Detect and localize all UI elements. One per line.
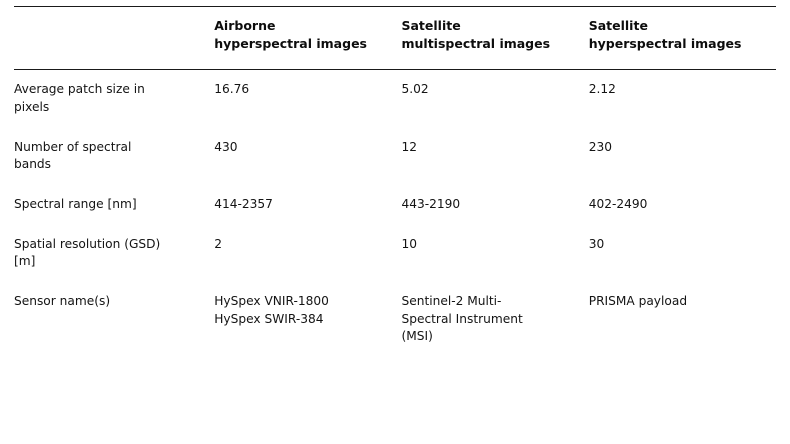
cell-line-1: 12 xyxy=(401,139,417,154)
table-row xyxy=(14,70,776,128)
row-label-line-2: [m] xyxy=(14,254,36,269)
cell-average-patch-size-satellite-hyperspectral xyxy=(589,70,776,128)
row-label-line-1: Spatial resolution (GSD) xyxy=(14,236,161,251)
cell-average-patch-size-airborne-hyperspectral xyxy=(214,70,401,128)
cell-sensor-names-satellite-multispectral xyxy=(401,282,588,360)
column-header-satellite-hyperspectral-line-2: hyperspectral images xyxy=(588,36,742,52)
cell-line-1: 16.76 xyxy=(214,82,250,97)
cell-line-2: HySpex SWIR-384 xyxy=(214,311,324,326)
row-label-line-1: Spectral range [nm] xyxy=(14,197,137,211)
cell-line-1: 10 xyxy=(401,236,417,251)
cell-line-1: HySpex VNIR-1800 xyxy=(214,294,329,309)
column-header-airborne-hyperspectral-line-1: Airborne xyxy=(214,18,276,33)
table-header-row xyxy=(14,7,776,70)
table-body xyxy=(14,70,776,360)
cell-spatial-resolution-airborne-hyperspectral xyxy=(214,225,401,282)
cell-line-2: Spectral Instrument xyxy=(401,311,523,326)
table-row xyxy=(14,128,776,185)
column-header-satellite-multispectral xyxy=(401,7,588,70)
cell-line-1: 443-2190 xyxy=(401,197,461,211)
cell-spectral-range-satellite-hyperspectral xyxy=(589,185,776,225)
cell-spectral-range-airborne-hyperspectral xyxy=(214,185,401,225)
cell-line-1: 430 xyxy=(214,139,238,154)
cell-line-1: 5.02 xyxy=(401,82,429,97)
column-header-airborne-hyperspectral xyxy=(214,7,401,70)
column-header-satellite-hyperspectral xyxy=(589,7,776,70)
cell-line-1: 414-2357 xyxy=(214,197,273,211)
table-row xyxy=(14,185,776,225)
column-header-rowlabel xyxy=(14,7,214,70)
cell-line-1: Sentinel-2 Multi- xyxy=(401,294,502,309)
cell-line-1: 230 xyxy=(588,139,612,154)
cell-spatial-resolution-satellite-multispectral xyxy=(401,225,588,282)
row-label-spectral-range xyxy=(14,185,214,225)
comparison-table-container xyxy=(0,6,790,444)
cell-average-patch-size-satellite-multispectral xyxy=(401,70,588,128)
column-header-satellite-hyperspectral-line-1: Satellite xyxy=(588,18,648,33)
row-label-line-1: Average patch size in xyxy=(14,82,145,97)
row-label-line-1: Sensor name(s) xyxy=(14,294,111,309)
row-label-line-1: Number of spectral xyxy=(14,139,132,154)
row-label-spatial-resolution xyxy=(14,225,214,282)
column-header-airborne-hyperspectral-line-2: hyperspectral images xyxy=(214,36,367,52)
cell-sensor-names-satellite-hyperspectral xyxy=(589,282,776,360)
row-label-line-2: bands xyxy=(14,157,52,172)
row-label-sensor-names xyxy=(14,282,214,360)
cell-line-1: 2.12 xyxy=(588,82,616,97)
row-label-number-of-spectral-bands xyxy=(14,128,214,185)
row-label-line-2: pixels xyxy=(14,99,50,114)
cell-sensor-names-airborne-hyperspectral xyxy=(214,282,401,360)
table-header xyxy=(14,7,776,70)
cell-line-1: 402-2490 xyxy=(588,197,648,211)
cell-spatial-resolution-satellite-hyperspectral xyxy=(589,225,776,282)
cell-spectral-bands-airborne-hyperspectral xyxy=(214,128,401,185)
column-header-satellite-multispectral-line-2: multispectral images xyxy=(401,36,551,52)
table-row xyxy=(14,282,776,360)
column-header-satellite-multispectral-line-1: Satellite xyxy=(401,18,461,33)
cell-spectral-range-satellite-multispectral xyxy=(401,185,588,225)
cell-line-1: PRISMA payload xyxy=(588,294,688,309)
cell-spectral-bands-satellite-hyperspectral xyxy=(589,128,776,185)
table-row xyxy=(14,225,776,282)
cell-line-3: (MSI) xyxy=(401,329,433,344)
sensor-comparison-table xyxy=(14,6,776,360)
cell-line-1: 30 xyxy=(588,236,605,251)
cell-line-1: 2 xyxy=(214,236,223,251)
cell-spectral-bands-satellite-multispectral xyxy=(401,128,588,185)
row-label-average-patch-size xyxy=(14,70,214,128)
